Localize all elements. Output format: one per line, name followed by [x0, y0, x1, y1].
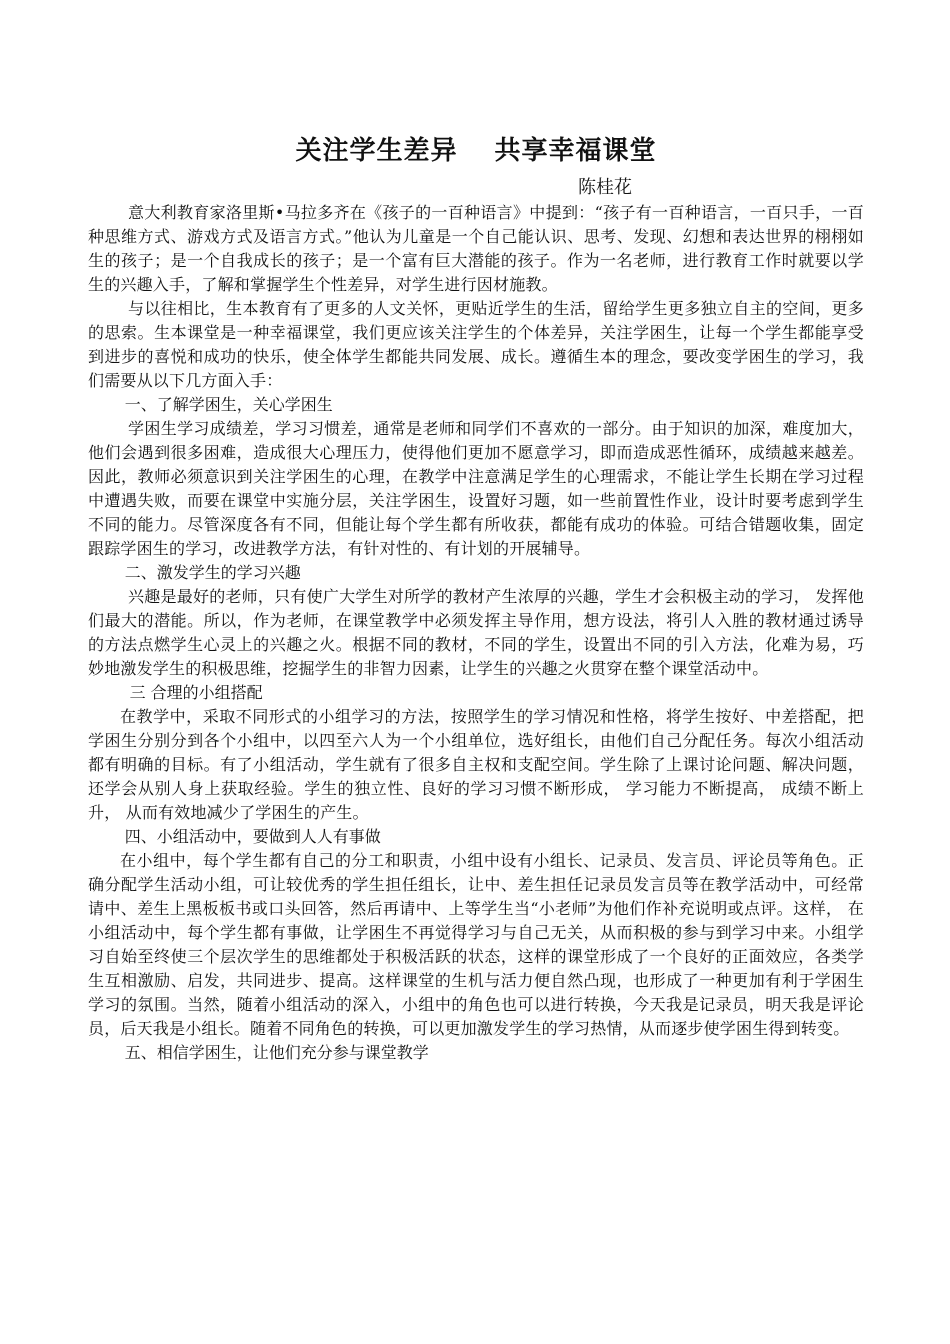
section-heading-1: 一、了解学困生，关心学困生 — [124, 395, 333, 414]
author-name: 陈桂花 — [578, 177, 632, 198]
intro-paragraph-2: 与以往相比，生本教育有了更多的人文关怀，更贴近学生的生活，留给学生更多独立自主的空间，更多的思索。生本课堂是一种幸福课堂，我们更应该关注学生的个体差异，关注学困生，让每一个学生都能享受到进步的喜悦和成功的快乐，使全体学生都能共同发展、成长。遵循生本的理念，要改变学困生的学习，我们需要从以下几方面入手： — [88, 299, 864, 390]
section-heading-5: 五、相信学困生，让他们充分参与课堂教学 — [124, 1043, 429, 1062]
section-paragraph-4: 在小组中，每个学生都有自己的分工和职责，小组中设有小组长、记录员、发言员、评论员等角色。正确分配学生活动小组，可让较优秀的学生担任组长，让中、差生担任记录员发言员等在教学活动中，可经常请中、差生上黑板板书或口头回答，然后再请中、上等学生当“小老师”为他们作补充说明或点评。这样， 在小组活动中，每个学生都有事做，让学困生不再觉得学习与自己无关，从而积极的参与到学习中来。小组学习自始至终使三个层次学生的思维都处于积极活跃的状态，这样的课堂形成了一个良好的正面效应，各类学生互相激励、启发，共同进步、提高。这样课堂的生机与活力便自然凸现，也形成了一种更加有利于学困生学习的氛围。当然，随着小组活动的深入，小组中的角色也可以进行转换，今天我是记录员，明天我是评论员，后天我是小组长。随着不同角色的转换，可以更加激发学生的学习热情，从而逐步使学困生得到转变。 — [88, 851, 864, 1038]
section-paragraph-2: 兴趣是最好的老师，只有使广大学生对所学的教材产生浓厚的兴趣，学生才会积极主动的学习， 发挥他们最大的潜能。所以，作为老师，在课堂教学中必须发挥主导作用，想方设法，将引人入胜的教材通过诱导的方法点燃学生心灵上的兴趣之火。根据不同的教材，不同的学生，设置出不同的引入方法，化难为易，巧妙地激发学生的积极思维，挖掘学生的非智力因素，让学生的兴趣之火贯穿在整个课堂活动中。 — [88, 587, 864, 678]
document-title: 关注学生差异 共享幸福课堂 — [295, 136, 657, 166]
section-heading-3: 三 合理的小组搭配 — [129, 683, 263, 702]
section-heading-4: 四、小组活动中，要做到人人有事做 — [124, 827, 381, 846]
section-paragraph-1: 学困生学习成绩差，学习习惯差，通常是老师和同学们不喜欢的一部分。由于知识的加深，难度加大，他们会遇到很多困难，造成很大心理压力，使得他们更加不愿意学习，即而造成恶性循环，成绩越来越差。因此，教师必须意识到关注学困生的心理，在教学中注意满足学生的心理需求，不能让学生长期在学习过程中遭遇失败，而要在课堂中实施分层，关注学困生，设置好习题，如一些前置性作业，设计时要考虑到学生不同的能力。尽管深度各有不同，但能让每个学生都有所收获，都能有成功的体验。可结合错题收集，固定跟踪学困生的学习，改进教学方法，有针对性的、有计划的开展辅导。 — [88, 419, 864, 558]
section-paragraph-3: 在教学中，采取不同形式的小组学习的方法，按照学生的学习情况和性格，将学生按好、中差搭配，把学困生分别分到各个小组中，以四至六人为一个小组单位，选好组长，由他们自己分配任务。每次小组活动都有明确的目标。有了小组活动，学生就有了很多自主权和支配空间。学生除了上课讨论问题、解决问题，还学会从别人身上获取经验。学生的独立性、良好的学习习惯不断形成， 学习能力不断提高， 成绩不断上升， 从而有效地减少了学困生的产生。 — [88, 707, 864, 822]
section-heading-2: 二、激发学生的学习兴趣 — [124, 563, 301, 582]
intro-paragraph-1: 意大利教育家洛里斯•马拉多齐在《孩子的一百种语言》中提到：“孩子有一百种语言，一百只手，一百种思维方式、游戏方式及语言方式。”他认为儿童是一个自己能认识、思考、发现、幻想和表达世界的栩栩如生的孩子；是一个自我成长的孩子；是一个富有巨大潜能的孩子。作为一名老师，进行教育工作时就要以学生的兴趣入手，了解和掌握学生个性差异，对学生进行因材施教。 — [88, 203, 864, 294]
document-page — [88, 130, 864, 1065]
